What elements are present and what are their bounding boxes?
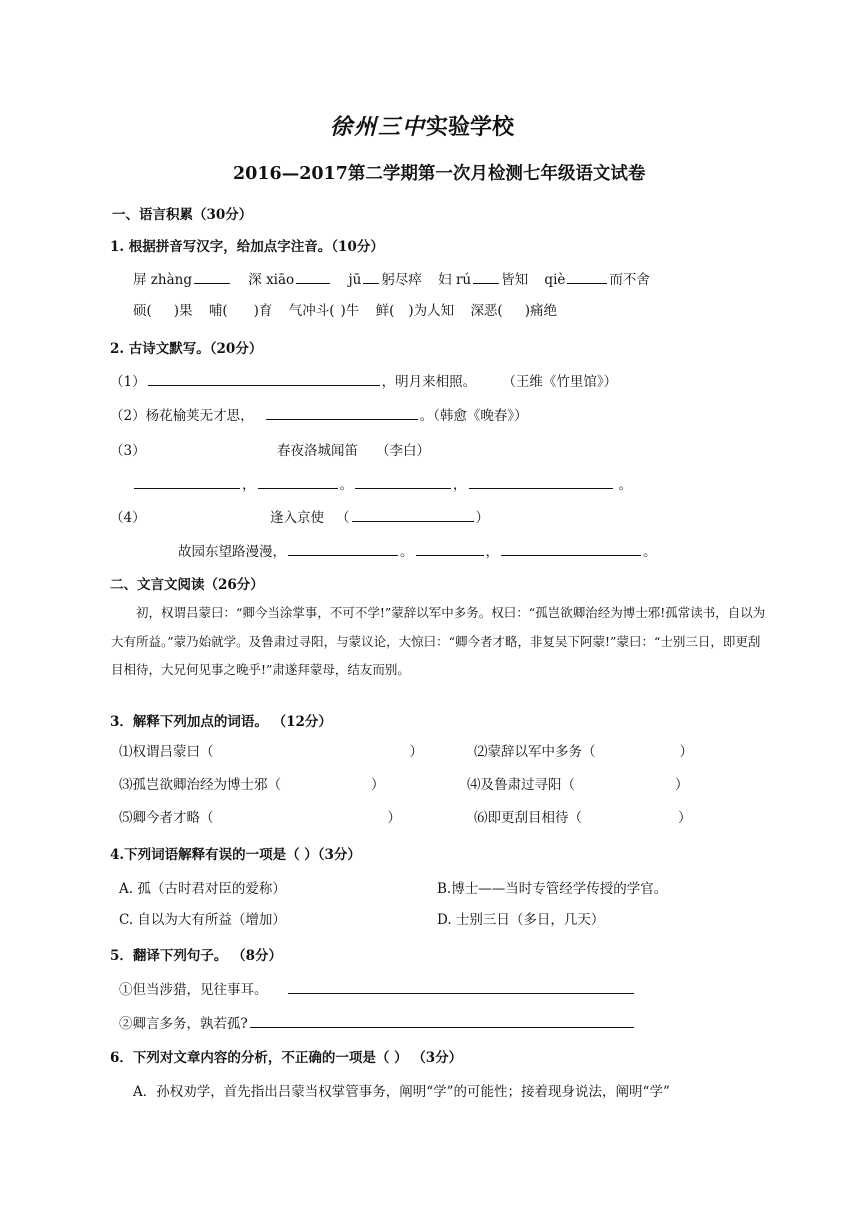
answer-line[interactable] (250, 1013, 634, 1028)
passage-text: 初，权谓吕蒙曰：“卿今当涂掌事，不可不学!”蒙辞以军中多务。权曰：“孤岂欲卿治经为博士邪!孤常读书，自以为大有所益。”蒙乃始就学。及鲁肃过寻阳，与蒙议论，大惊曰：“卿今者才略，非复吴下阿蒙!”蒙曰：“士别三日，即更刮目相待，大兄何见事之晚乎!”肃遂拜蒙母，结友而别。 (111, 605, 766, 677)
section1-heading: 一、语言积累（30分） (112, 207, 253, 223)
q3-item-3: ⑶孤岂欲卿治经为博士邪（ ） (119, 777, 385, 793)
q5-sentence-2: ②卿言多务，孰若孤? (119, 1012, 636, 1032)
q1-row2: 硕( )果 哺( )育 气冲斗( )牛 鲜( )为人知 深恶( )痛绝 (133, 303, 557, 319)
fill-blank[interactable] (288, 541, 398, 556)
fill-blank[interactable] (266, 405, 418, 420)
q2-line5: 故园东望路漫漫， 。 ， 。 (178, 540, 657, 560)
fill-blank[interactable] (469, 474, 613, 489)
fill-blank[interactable] (473, 269, 499, 284)
classical-passage (111, 599, 766, 685)
q2-line2: （2）杨花榆荚无才思， 。（韩愈《晚春》） (110, 404, 528, 424)
fill-blank[interactable] (363, 269, 379, 284)
q2-line3-title: 春夜洛城闻笛 （李白） (277, 443, 430, 459)
fill-blank[interactable] (352, 507, 474, 522)
q3-title: 3．解释下列加点的词语。 （12分） (110, 714, 332, 730)
fill-blank[interactable] (355, 474, 451, 489)
q5-title: 5．翻译下列句子。 （8分） (110, 948, 282, 964)
q4-option-b: B.博士——当时专管经学传授的学官。 (437, 881, 668, 897)
q2-line4-title: 逢入京使 （ ） (270, 506, 489, 526)
q1-row1: 屏 zhàng 深 xiāo jū 躬尽瘁 妇 rú 皆知 qiè 而不舍 (133, 268, 650, 288)
school-name-rest: 实验学校 (426, 114, 515, 140)
q2-line3-blanks: ， 。 ， 。 (132, 473, 632, 493)
q2-line3-num: （3） (110, 443, 146, 459)
q3-item-4: ⑷及鲁肃过寻阳（ ） (467, 777, 689, 793)
q4-option-c: C. 自以为大有所益（增加） (119, 912, 286, 928)
fill-blank[interactable] (567, 269, 607, 284)
q3-item-1: ⑴权谓吕蒙曰（ ） (119, 744, 423, 760)
q2-line1: （1） ，明月来相照。 （王维《竹里馆》） (110, 370, 617, 390)
q4-title: 4.下列词语解释有误的一项是（ ）（3分） (110, 847, 361, 863)
q6-option-a: A．孙权劝学，首先指出吕蒙当权掌管事务，阐明“学”的可能性；接着现身说法，阐明“学” (133, 1084, 670, 1100)
q3-item-2: ⑵蒙辞以军中多务（ ） (474, 744, 693, 760)
fill-blank[interactable] (134, 474, 240, 489)
dotted-char-text: 硕( (133, 303, 152, 319)
q4-option-d: D. 士别三日（多日，几天） (437, 912, 605, 928)
fill-blank[interactable] (194, 269, 230, 284)
fill-blank[interactable] (148, 371, 380, 386)
q2-line4-num: （4） (110, 510, 146, 526)
q6-title: 6．下列对文章内容的分析，不正确的一项是（ ） （3分） (110, 1050, 463, 1066)
q1-title: 1. 根据拼音写汉字，给加点字注音。（10分） (110, 239, 384, 255)
school-name-brush: 徐州三中 (330, 114, 427, 140)
section2-heading: 二、文言文阅读（26分） (110, 577, 264, 593)
answer-line[interactable] (288, 979, 634, 994)
fill-blank[interactable] (416, 541, 484, 556)
fill-blank[interactable] (296, 269, 330, 284)
school-name (330, 110, 514, 141)
q2-title: 2. 古诗文默写。（20分） (110, 341, 263, 357)
q5-sentence-1: ①但当涉猎，见往事耳。 (119, 978, 636, 998)
q3-item-6: ⑹即更刮目相待（ ） (474, 810, 692, 826)
fill-blank[interactable] (258, 474, 338, 489)
fill-blank[interactable] (501, 541, 641, 556)
q3-item-5: ⑸卿今者才略（ ） (119, 810, 401, 826)
exam-title: 2016—2017第二学期第一次月检测七年级语文试卷 (233, 164, 646, 184)
q4-option-a: A. 孤（古时君对臣的爱称） (119, 881, 286, 897)
